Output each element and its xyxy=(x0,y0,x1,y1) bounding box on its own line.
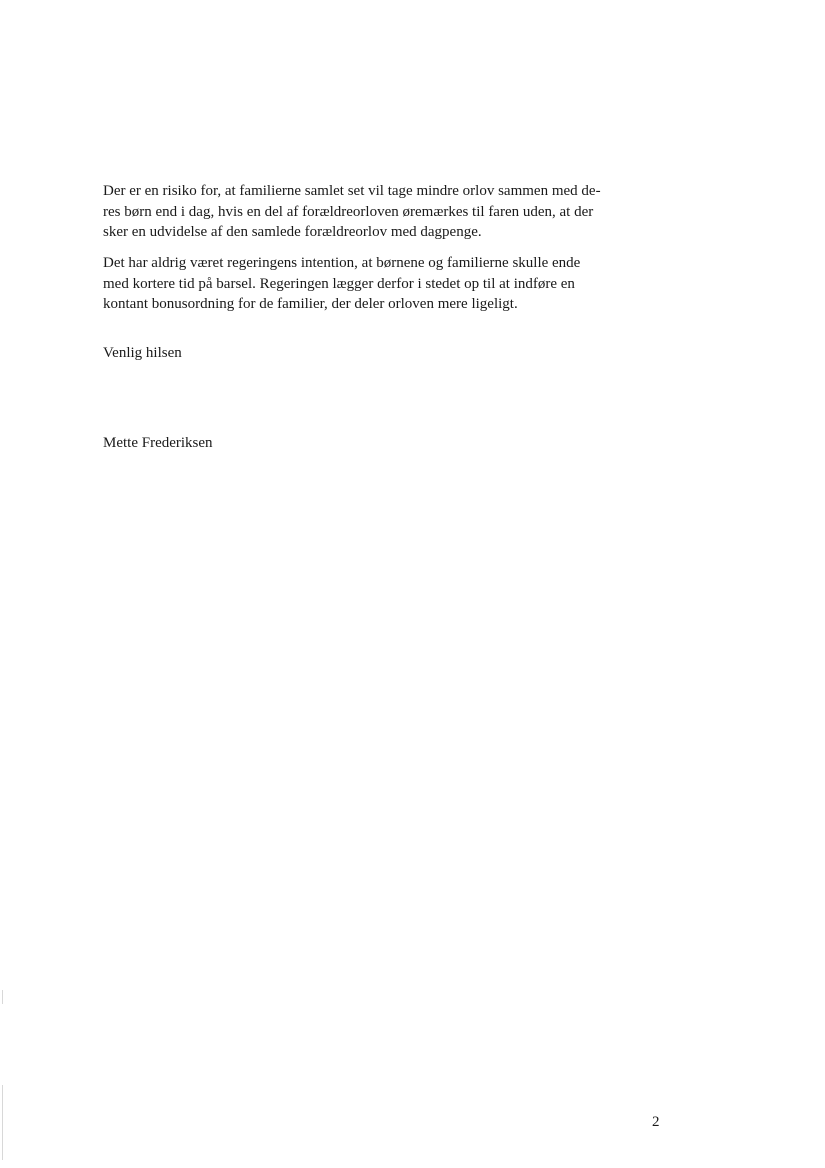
page-number: 2 xyxy=(652,1114,660,1130)
closing-salutation: Venlig hilsen xyxy=(103,345,182,361)
paragraph-line: sker en udvidelse af den samlede forældreorlov med dagpenge. xyxy=(103,224,482,240)
signature-name: Mette Frederiksen xyxy=(103,435,213,451)
scan-edge-mark xyxy=(2,1085,3,1160)
paragraph-line: res børn end i dag, hvis en del af forældreorloven øremærkes til faren uden, at der xyxy=(103,203,594,220)
paragraph-line: med kortere tid på barsel. Regeringen lægger derfor i stedet op til at indføre en xyxy=(103,275,575,292)
paragraph-intention xyxy=(103,253,643,315)
paragraph-risk xyxy=(103,181,643,243)
paragraph-line: kontant bonusordning for de familier, der deler orloven mere ligeligt. xyxy=(103,296,518,312)
paragraph-line: Det har aldrig været regeringens intention, at børnene og familierne skulle ende xyxy=(103,255,581,271)
scan-edge-mark xyxy=(2,990,3,1004)
paragraph-line: Der er en risiko for, at familierne samlet set vil tage mindre orlov sammen med de- xyxy=(103,183,601,199)
